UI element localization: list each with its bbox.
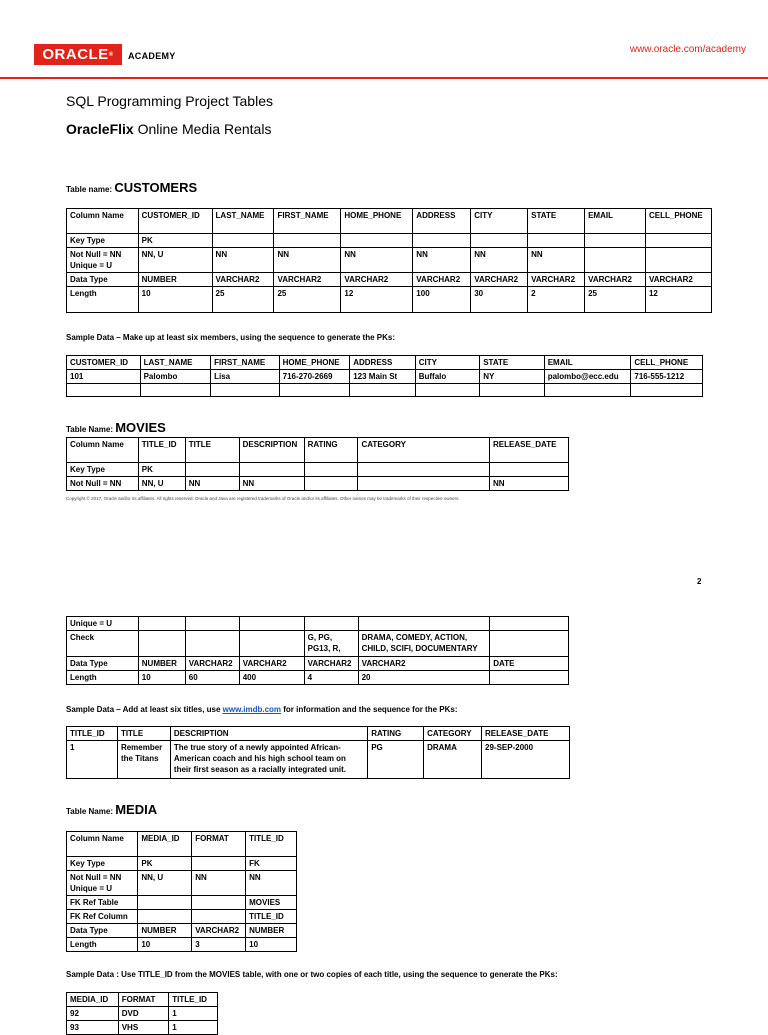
table-row: [67, 741, 570, 779]
table-cell: HOME_PHONE: [341, 209, 413, 234]
table-cell: 400: [239, 671, 304, 685]
table-cell: [211, 384, 280, 397]
table-cell: NUMBER: [138, 924, 192, 938]
table-cell: Data Type: [67, 924, 138, 938]
header-divider: [0, 77, 768, 79]
table-cell: CUSTOMER_ID: [138, 209, 212, 234]
table-row: [67, 910, 297, 924]
table-row: [67, 370, 703, 384]
table-cell: CITY: [471, 209, 528, 234]
table-cell: FK: [246, 857, 297, 871]
table-cell: FIRST_NAME: [211, 356, 280, 370]
table-cell: VARCHAR2: [192, 924, 246, 938]
table-cell: NN: [246, 871, 297, 896]
table-cell: Buffalo: [415, 370, 480, 384]
table-cell: NN: [471, 248, 528, 273]
table-row: [67, 671, 569, 685]
customers-structure-table: [66, 208, 712, 313]
customers-sample-note: Sample Data – Make up at least six members, using the sequence to generate the PKs:: [66, 333, 395, 342]
table-cell: [471, 234, 528, 248]
table-row: [67, 234, 712, 248]
movies-sample-note: [66, 705, 458, 714]
table-cell: RELEASE_DATE: [490, 438, 569, 463]
table-cell: STATE: [528, 209, 585, 234]
table-cell: 1: [67, 741, 118, 779]
table-row: [67, 832, 297, 857]
table-row: [67, 1021, 218, 1035]
table-cell: [304, 617, 358, 631]
table-cell: [138, 896, 192, 910]
table-cell: Unique = U: [67, 617, 139, 631]
table-cell: Key Type: [67, 857, 138, 871]
table-cell: NUMBER: [246, 924, 297, 938]
table-cell: palombo@ecc.edu: [544, 370, 631, 384]
table-cell: [413, 234, 471, 248]
table-cell: [358, 477, 490, 491]
table-row: [67, 857, 297, 871]
table-cell: 3: [192, 938, 246, 952]
table-cell: FK Ref Column: [67, 910, 138, 924]
table-cell: Data Type: [67, 657, 139, 671]
table-cell: 716-555-1212: [631, 370, 703, 384]
registered-mark: ®: [108, 51, 114, 58]
media-structure-table: [66, 831, 297, 952]
table-cell: 25: [274, 287, 341, 313]
table-cell: DVD: [118, 1007, 169, 1021]
table-cell: [490, 631, 569, 657]
table-cell: Lisa: [211, 370, 280, 384]
table-cell: [415, 384, 480, 397]
table-cell: NN, U: [138, 871, 192, 896]
table-cell: CITY: [415, 356, 480, 370]
table-cell: 10: [138, 287, 212, 313]
table-cell: [350, 384, 416, 397]
table-cell: 10: [138, 671, 185, 685]
doc-subtitle: [66, 121, 271, 137]
table-cell: [358, 463, 490, 477]
table-cell: [341, 234, 413, 248]
table-cell: NN: [274, 248, 341, 273]
table-cell: [185, 463, 239, 477]
table-cell: VARCHAR2: [239, 657, 304, 671]
table-cell: CELL_PHONE: [645, 209, 711, 234]
table-cell: LAST_NAME: [140, 356, 211, 370]
table-cell: CELL_PHONE: [631, 356, 703, 370]
site-url: www.oracle.com/academy: [629, 44, 746, 55]
table-cell: NN: [413, 248, 471, 273]
table-cell: [239, 617, 304, 631]
table-cell: Column Name: [67, 438, 139, 463]
table-row: [67, 993, 218, 1007]
table-cell: FIRST_NAME: [274, 209, 341, 234]
movies-structure-table-part2: [66, 616, 569, 685]
copyright-notice: Copyright © 2017, Oracle and/or its affiliates. All rights reserved. Oracle and Java are registered trademarks of Oracle and/or its affiliates. Other names may be trademarks of their respective owners.: [66, 496, 460, 501]
table-cell: CUSTOMER_ID: [67, 356, 141, 370]
table-cell: EMAIL: [544, 356, 631, 370]
table-cell: Column Name: [67, 209, 139, 234]
table-cell: TITLE_ID: [138, 438, 185, 463]
subtitle-bold: OracleFlix: [66, 121, 134, 137]
table-cell: [585, 234, 646, 248]
table-cell: Data Type: [67, 273, 139, 287]
table-cell: NN: [185, 477, 239, 491]
table-cell: Not Null = NN Unique = U: [67, 871, 138, 896]
media-sample-table: [66, 992, 218, 1035]
table-cell: [185, 631, 239, 657]
table-cell: MEDIA_ID: [67, 993, 119, 1007]
table-row: [67, 384, 703, 397]
table-cell: 10: [246, 938, 297, 952]
table-row: [67, 463, 569, 477]
table-cell: FK Ref Table: [67, 896, 138, 910]
table-cell: [304, 463, 358, 477]
table-row: [67, 896, 297, 910]
table-cell: EMAIL: [585, 209, 646, 234]
table-cell: The true story of a newly appointed African-American coach and his high school team on their first season as a racially integrated unit.: [170, 741, 367, 779]
table-cell: [67, 384, 141, 397]
label-big: MEDIA: [115, 802, 158, 817]
table-cell: 12: [341, 287, 413, 313]
table-cell: 4: [304, 671, 358, 685]
table-cell: 20: [358, 671, 490, 685]
table-row: [67, 631, 569, 657]
table-row: [67, 1007, 218, 1021]
table-cell: 92: [67, 1007, 119, 1021]
table-cell: Length: [67, 938, 138, 952]
table-cell: [645, 234, 711, 248]
table-cell: RATING: [304, 438, 358, 463]
table-cell: NN: [528, 248, 585, 273]
table-cell: NN: [239, 477, 304, 491]
table-row: [67, 438, 569, 463]
movies-table-label: [66, 420, 166, 435]
table-cell: MEDIA_ID: [138, 832, 192, 857]
table-cell: [528, 234, 585, 248]
table-cell: [544, 384, 631, 397]
table-cell: RATING: [368, 727, 424, 741]
table-cell: NN, U: [138, 248, 212, 273]
table-cell: Palombo: [140, 370, 211, 384]
table-cell: 101: [67, 370, 141, 384]
table-cell: [138, 617, 185, 631]
table-cell: [138, 631, 185, 657]
logo-text: ORACLE: [42, 46, 109, 63]
table-cell: 1: [169, 1007, 218, 1021]
table-cell: CATEGORY: [424, 727, 482, 741]
media-table-label: [66, 802, 157, 817]
table-cell: [279, 384, 350, 397]
table-cell: Length: [67, 671, 139, 685]
table-cell: VARCHAR2: [341, 273, 413, 287]
table-cell: VARCHAR2: [585, 273, 646, 287]
table-cell: [192, 857, 246, 871]
subtitle-rest: Online Media Rentals: [133, 121, 272, 137]
table-cell: [274, 234, 341, 248]
page-number: 2: [697, 577, 702, 586]
table-cell: [645, 248, 711, 273]
table-row: [67, 273, 712, 287]
table-cell: [304, 477, 358, 491]
table-cell: 30: [471, 287, 528, 313]
table-cell: 25: [212, 287, 274, 313]
table-cell: NUMBER: [138, 657, 185, 671]
table-cell: VARCHAR2: [645, 273, 711, 287]
media-sample-note: Sample Data : Use TITLE_ID from the MOVIES table, with one or two copies of each title, using the sequence to generate the PKs:: [66, 970, 558, 979]
customers-table-label: [66, 180, 197, 195]
table-cell: 2: [528, 287, 585, 313]
table-cell: 93: [67, 1021, 119, 1035]
table-cell: Key Type: [67, 463, 139, 477]
table-cell: FORMAT: [118, 993, 169, 1007]
table-cell: FORMAT: [192, 832, 246, 857]
table-cell: VARCHAR2: [358, 657, 490, 671]
table-cell: VARCHAR2: [274, 273, 341, 287]
table-row: [67, 657, 569, 671]
table-cell: Remember the Titans: [117, 741, 170, 779]
table-cell: G, PG, PG13, R,: [304, 631, 358, 657]
note-text: for information and the sequence for the PKs:: [281, 705, 458, 714]
imdb-link[interactable]: www.imdb.com: [222, 705, 282, 714]
table-cell: [192, 896, 246, 910]
table-cell: 10: [138, 938, 192, 952]
table-cell: TITLE_ID: [67, 727, 118, 741]
table-cell: [192, 910, 246, 924]
table-cell: 25: [585, 287, 646, 313]
table-cell: PK: [138, 463, 185, 477]
table-cell: VARCHAR2: [413, 273, 471, 287]
table-cell: [138, 910, 192, 924]
table-cell: [358, 617, 490, 631]
table-cell: NN: [192, 871, 246, 896]
table-cell: NUMBER: [138, 273, 212, 287]
table-cell: DESCRIPTION: [239, 438, 304, 463]
oracle-logo: [34, 44, 122, 65]
table-cell: 716-270-2669: [279, 370, 350, 384]
table-cell: NN, U: [138, 477, 185, 491]
academy-label: ACADEMY: [128, 51, 176, 61]
label-small: Table name:: [66, 185, 113, 194]
table-cell: [490, 617, 569, 631]
table-cell: [631, 384, 703, 397]
table-cell: [212, 234, 274, 248]
table-row: [67, 248, 712, 273]
table-cell: 1: [169, 1021, 218, 1035]
table-cell: [185, 617, 239, 631]
table-cell: STATE: [480, 356, 545, 370]
table-cell: NN: [212, 248, 274, 273]
table-row: [67, 287, 712, 313]
table-cell: Not Null = NN Unique = U: [67, 248, 139, 273]
table-cell: 123 Main St: [350, 370, 416, 384]
table-cell: Length: [67, 287, 139, 313]
table-cell: VARCHAR2: [471, 273, 528, 287]
table-cell: NN: [490, 477, 569, 491]
table-cell: [140, 384, 211, 397]
table-cell: Key Type: [67, 234, 139, 248]
table-cell: VHS: [118, 1021, 169, 1035]
table-cell: [585, 248, 646, 273]
table-row: [67, 356, 703, 370]
table-cell: PK: [138, 234, 212, 248]
table-cell: CATEGORY: [358, 438, 490, 463]
table-cell: Check: [67, 631, 139, 657]
table-cell: [239, 463, 304, 477]
table-cell: DRAMA, COMEDY, ACTION, CHILD, SCIFI, DOCUMENTARY: [358, 631, 490, 657]
table-cell: VARCHAR2: [185, 657, 239, 671]
table-row: [67, 871, 297, 896]
table-cell: [490, 463, 569, 477]
table-cell: [239, 631, 304, 657]
doc-title: SQL Programming Project Tables: [66, 93, 273, 109]
table-cell: 60: [185, 671, 239, 685]
table-cell: TITLE_ID: [169, 993, 218, 1007]
label-big: MOVIES: [115, 420, 166, 435]
table-row: [67, 617, 569, 631]
table-cell: RELEASE_DATE: [482, 727, 570, 741]
table-cell: TITLE_ID: [246, 832, 297, 857]
table-cell: HOME_PHONE: [279, 356, 350, 370]
table-row: [67, 727, 570, 741]
table-cell: VARCHAR2: [528, 273, 585, 287]
table-cell: VARCHAR2: [212, 273, 274, 287]
label-big: CUSTOMERS: [114, 180, 198, 195]
movies-sample-table: [66, 726, 570, 779]
table-cell: TITLE_ID: [246, 910, 297, 924]
table-cell: PG: [368, 741, 424, 779]
table-cell: 12: [645, 287, 711, 313]
table-cell: [480, 384, 545, 397]
label-small: Table Name:: [66, 807, 113, 816]
note-text: Sample Data – Add at least six titles, use: [66, 705, 223, 714]
table-cell: TITLE: [117, 727, 170, 741]
table-cell: 29-SEP-2000: [482, 741, 570, 779]
label-small: Table Name:: [66, 425, 113, 434]
table-cell: MOVIES: [246, 896, 297, 910]
table-row: [67, 477, 569, 491]
table-cell: DATE: [490, 657, 569, 671]
table-cell: ADDRESS: [350, 356, 416, 370]
table-row: [67, 938, 297, 952]
table-cell: VARCHAR2: [304, 657, 358, 671]
table-cell: ADDRESS: [413, 209, 471, 234]
table-cell: NN: [341, 248, 413, 273]
table-cell: 100: [413, 287, 471, 313]
customers-sample-table: [66, 355, 703, 397]
table-cell: NY: [480, 370, 545, 384]
table-cell: [490, 671, 569, 685]
table-cell: Not Null = NN: [67, 477, 139, 491]
table-row: [67, 209, 712, 234]
table-cell: Column Name: [67, 832, 138, 857]
movies-structure-table-part1: [66, 437, 569, 491]
table-cell: DRAMA: [424, 741, 482, 779]
table-cell: DESCRIPTION: [170, 727, 367, 741]
table-cell: TITLE: [185, 438, 239, 463]
table-cell: PK: [138, 857, 192, 871]
table-cell: LAST_NAME: [212, 209, 274, 234]
table-row: [67, 924, 297, 938]
